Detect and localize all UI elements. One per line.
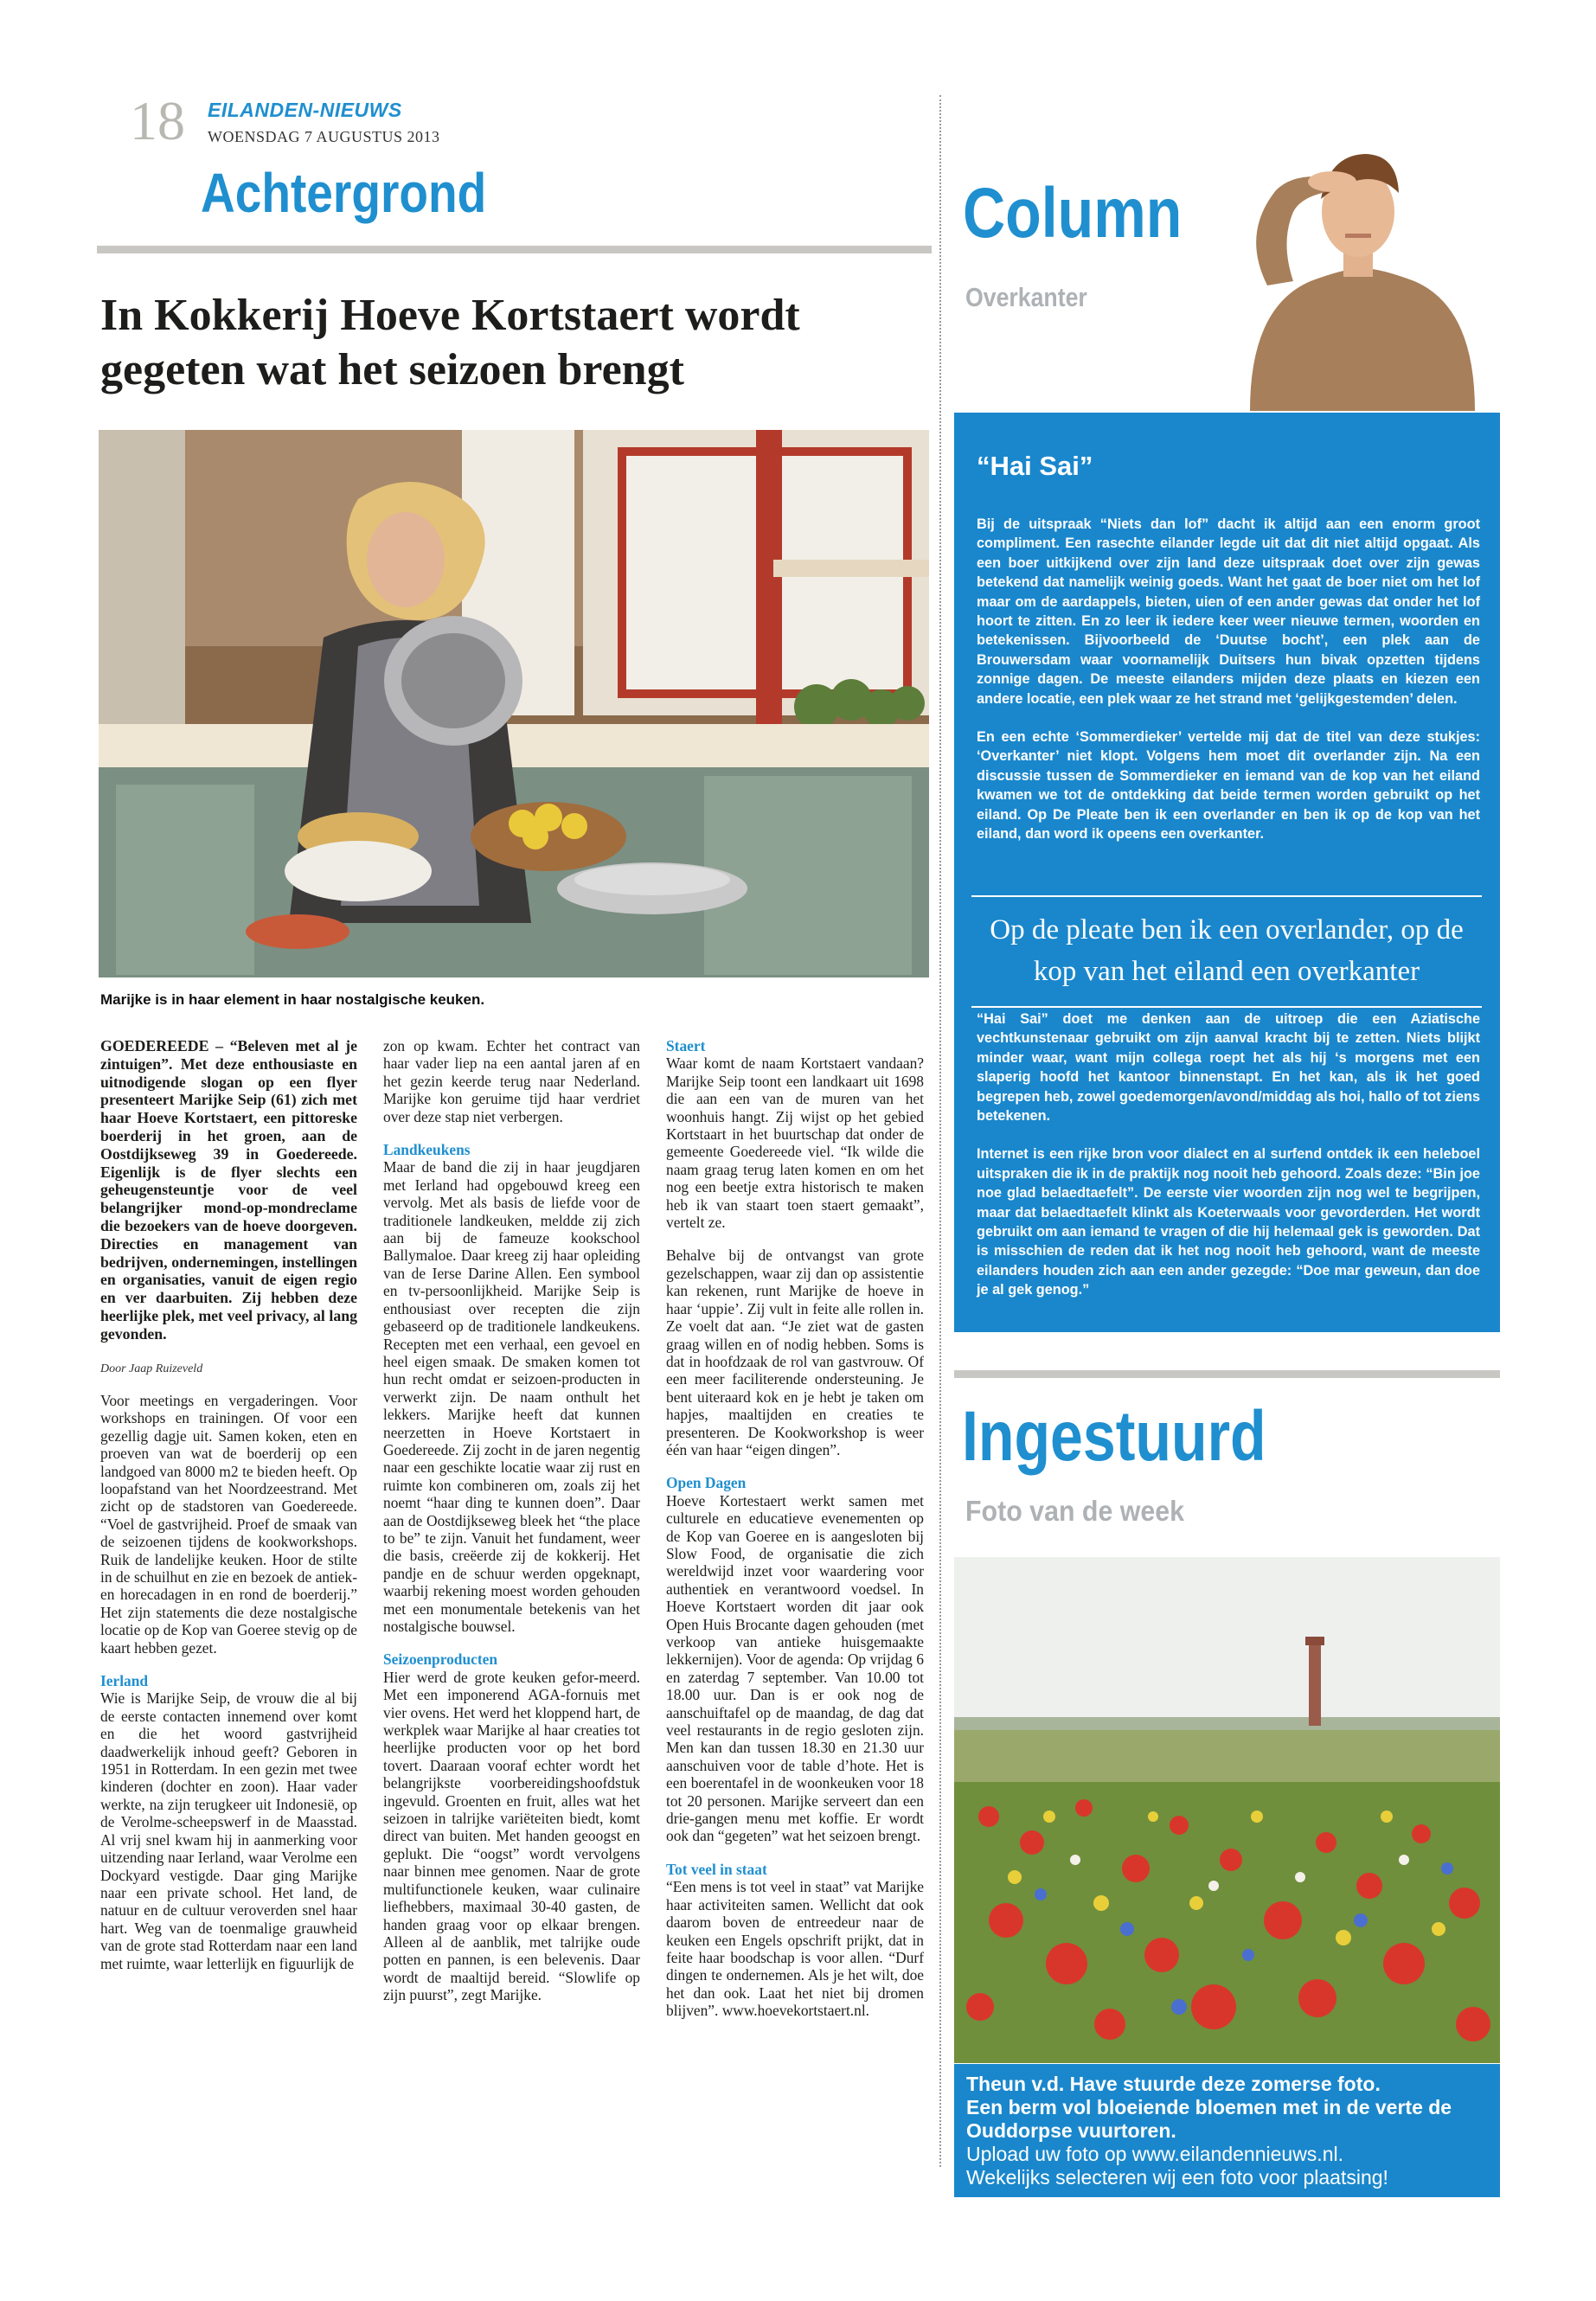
subheading-ierland: Ierland [100, 1672, 149, 1690]
page-number: 18 [130, 90, 185, 151]
article-paragraph: Wie is Marijke Seip, de vrouw die al bij de eerste contacten innemend over komt en die het woord gastvrijheid daadwerkelijk inhoud geeft? Geboren in 1951 in Rotterdam. In een gezin met twee kinderen (dochter en zoon). Haar vader werkte, na zijn terugkeer uit Indonesië, op de Verolme-scheepswerf in de Maasstad. Al vrij snel kwam hij in aanmerking voor uitzending naar Ierland, waar Verolme een Dockyard vestigde. Daar ging Marijke naar een private school. Het land, de natuur en de cultuur veroverden snel haar hart. Weg van de toenmalige grauwheid van de grote stad Rotterdam naar een land met ruimte, waar letterlijk en figuurlijk de [100, 1689, 357, 1972]
column-paragraph: Bij de uitspraak “Niets dan lof” dacht ik altijd aan een enorm groot compliment. Een rasechte eilander legde uit dat dit niet altijd opgaat. Als een boer uitkijkend over zijn land deze uitspraak doet over zijn gewas betekend dat namelijk weinig goeds. Want het gaat de boer niet om het lof maar om de aardappels, bieten, uien of een ander gewas dat onder het lof hoort te zitten. En zo leer ik iedere keer weer nieuwe termen, woorden en betekenissen. Bijvoorbeeld de ‘Duutse bocht’, een plek aan de Brouwersdam waar voornamelijk Duitsers hun bivak opzetten tijdens zonnige dagen. De meeste eilanders mijden deze plaats en kiezen een andere locatie, een plek waar ze het strand met ‘gelijkgestemden’ delen. [977, 516, 1480, 707]
selection-note: Wekelijks selecteren wij een foto voor plaatsing! [966, 2166, 1388, 2189]
section-rule [97, 246, 932, 253]
upload-instruction: Upload uw foto op www.eilandennieuws.nl. [966, 2143, 1343, 2165]
article-lead: GOEDEREEDE – “Beleven met al je zintuigen”. Met deze enthousiaste en uitnodigende slogan op een flyer presenteert Marijke Seip (61) zich met haar Hoeve Kortstaert, een pittoreske boerderij in het groen, aan de Oostdijkseweg 39 in Goedereede. Eigenlijk is de flyer slechts een geheugensteuntje voor de veel belangrijker mond-op-mondreclame die bezoekers van de hoeve doorgeven. Directies en management van bedrijven, ondernemingen, instellingen en organisaties, vanuit de eigen regio en ver daarbuiten. Zij hebben deze heerlijke plek, met veel privacy, al lang gevonden. [100, 1037, 357, 1343]
article-paragraph: Hier werd de grote keuken gefor-meerd. Met een imponerend AGA-fornuis met vier ovens. Het werd het kloppend hart, de werkplek waar Marijke al haar creaties tot heerlijke producten voor op het bord tovert. Daaraan vooraf echter wordt het belangrijkste voorbereidingshoofdstuk ingevuld. Groenten en fruit, alles wat het seizoen in talrijke variëteiten biedt, komt direct van buiten. Met handen geoogst en geplukt. Die “oogst” wordt vervolgens naar binnen mee genomen. Naar de grote multifunctionele keuken, waar culinaire liefhebbers, maximaal 30-40 gasten, de handen graag voor op elkaar brengen. Alleen al de aanblik, met talrijke oude potten en pannen, is een belevenis. Daar wordt de maaltijd bereid. “Slowlife op zijn puurst”, zegt Marijke. [383, 1668, 640, 2004]
article-paragraph: “Een mens is tot veel in staat” vat Marijke haar activiteiten samen. Wellicht dat ook daarom boven de entreedeur naar de keuken een Engels opschrift prijkt, dat in feite haar boodschap is voor allen. “Durf dingen te ondernemen. Als je het wilt, doe het dan ook. Laat het niet bij dromen blijven”. www.hoevekortstaert.nl. [666, 1878, 924, 2020]
article-paragraph: Maar de band die zij in haar jeugdjaren met Ierland had opgebouwd kreeg een vervolg. Met als basis de liefde voor de traditionele landkeuken, meldde zij zich aan bij de fameuze kookschool Ballymaloe. Daar kreeg zij haar opleiding van de Ierse Darine Allen. Een symbool en tv-persoonlijkheid. Marijke Seip is enthousiast over recepten die zijn gebaseerd op de traditionele landkeukens. Recepten met een verhaal, een gevoel en heel eigen smaak. De smaken komen tot hun recht omdat er seizoen-producten in verwerkt zijn. De naam onthult het lekkers. Marijke heeft dat kunnen neerzetten in Hoeve Kortstaert in Goedereede. Zij zocht in de jaren negentig naar een geschikte locatie waar zij rust en ruimte kon combineren om, zoals zij het noemt “haar ding te kunnen doen”. Daar aan de Oostdijkseweg bleek het “the place to be” te zijn. Vanuit het fundament, weer die basis, creëerde zij de kokkerij. Het pandje en de schuur werden opgeknapt, waarbij rekening moest worden gehouden met een monumentale betekenis van het nostalgische bouwsel. [383, 1158, 640, 1635]
column-paragraph: Internet is een rijke bron voor dialect en al surfend ontdek ik een heleboel uitspraken die ik in de praktijk nog nooit heb gehoord. Zoals deze: “Bin joe noe glad belaedtaefelt”. De eerste vier woorden zijn nog wel te begrijpen, maar dat belaedtaefelt klinkt als Koeterwaals voor gevorderden. Het wordt gebruikt om aan iemand te vragen of die hij helemaal gek is geworden. Dat is misschien de reden dat ik het nog nooit heb gehoord, want de meeste eilanders houden zich aan een ander gezegde: “Doe mar geweun, dan doe je al gek genog.” [977, 1146, 1480, 1298]
article-paragraph: Hoeve Kortestaert werkt samen met culturele en educatieve evenementen op de Kop van Goeree en is aangesloten bij Slow Food, de organisatie die zich wereldwijd inzet voor waardering voor authentiek en verantwoord voedsel. In Hoeve Kortstaert worden dit jaar ook Open Huis Brocante dagen gehouden (met verkoop van antieke huisgemaakte lekkernijen). Voor de agenda: Op vrijdag 6 en zaterdag 7 september. Van 10.00 tot 18.00 uur. Dan is er ook nog de aanschuiftafel op de maandag, de dag dat veel restaurants in de regio gesloten zijn. Men kan dan tussen 18.30 en 21.30 uur aanschuiven voor de table d’hote. Het is een boerentafel in de woonkeuken voor 18 tot 20 personen. Marijke serveert dan een drie-gangen menu met koffie. Er wordt ook dan “gegeten” wat het seizoen brengt. [666, 1491, 924, 1845]
photo-caption: Marijke is in haar element in haar nostalgische keuken. [100, 991, 485, 1008]
column-text-top [977, 515, 1480, 844]
section-title: Achtergrond [201, 162, 487, 224]
column-subtitle: Overkanter [965, 282, 1087, 312]
column-paragraph: En een echte ‘Sommerdieker’ vertelde mij dat de titel van deze stukjes: ‘Overkanter’ niet klopt. Volgens hem moet dit overlander zijn. Na een discussie tussen de Sommerdieker en iemand van de kop van het eiland kwamen we tot de ontdekking dat beide termen worden gebruikt op het eiland. Op De Pleate ben ik een overlander en ben ik op de kop van het eiland, dan word ik opeens een overkanter. [977, 729, 1480, 843]
kitchen-photo [99, 430, 929, 977]
caption-line: Ouddorpse vuurtoren. [966, 2119, 1176, 2142]
column-quote-title: “Hai Sai” [977, 451, 1093, 481]
subheading-seizoenproducten: Seizoenproducten [383, 1650, 498, 1669]
article-paragraph: zon op kwam. Echter het contract van haar vader liep na een aantal jaren af en het gezin keerde terug naar Nederland. Marijke kon geruime tijd haar verdriet over deze stap niet verbergen. [383, 1037, 640, 1125]
article-column-3 [666, 1037, 924, 2020]
columnist-illustration [1215, 121, 1501, 411]
columnist-portrait [1215, 121, 1501, 411]
article-paragraph: Behalve bij de ontvangst van grote gezelschappen, waar zij dan op assistentie kan rekenen, runt Marijke de hoeve in haar ‘uppie’. Zij vult in feite alle rollen in. Ze voelt dat aan. “Je ziet wat de gasten graag willen en of nodig hebben. Soms is dat in hoofdzaak de rol van gastvrouw. Of een meer faciliterende ondersteuning. Je bent uiteraard kok en je hebt je taken om hapjes, maaltijden en creaties te presenteren. De Kookworkshop is weer één van haar “eigen dingen”. [666, 1247, 924, 1458]
newspaper-name: EILANDEN-NIEUWS [208, 99, 402, 121]
issue-date: WOENSDAG 7 AUGUSTUS 2013 [208, 128, 440, 145]
subheading-tot-veel-in-staat: Tot veel in staat [666, 1860, 767, 1878]
subheading-landkeukens: Landkeukens [383, 1141, 471, 1159]
column-pull-quote: Op de pleate ben ik een overlander, op de kop van het eiland een overkanter [971, 895, 1482, 1008]
article-headline: In Kokkerij Hoeve Kortstaert wordt gegeten wat het seizoen brengt [100, 291, 800, 394]
caption-line: Theun v.d. Have stuurde deze zomerse foto. [966, 2073, 1381, 2095]
ingestuurd-rule [954, 1370, 1500, 1378]
ingestuurd-title: Ingestuurd [962, 1397, 1266, 1476]
article-column-2 [383, 1037, 640, 2004]
article-column-1 [100, 1037, 357, 1972]
column-paragraph: “Hai Sai” doet me denken aan de uitroep die een Aziatische vechtkunstenaar gebruikt om zijn aanval kracht bij te zetten. Niets blijkt minder waar, want mijn collega roept het als hij ‘s morgens met een slaperig hoofd het kantoor binnenstapt. En het kan, als ik het goed begrepen heb, zowel goedemorgen/avond/middag als hoi, hallo of tot ziens betekenen. [977, 1011, 1480, 1125]
photo-of-week-caption [954, 2064, 1500, 2197]
ingestuurd-subtitle: Foto van de week [965, 1495, 1185, 1527]
column-divider [939, 95, 941, 2167]
column-box [954, 413, 1500, 1332]
flower-photo [954, 1557, 1500, 2063]
flower-field-illustration [954, 1557, 1500, 2063]
column-title: Column [963, 174, 1183, 253]
byline: Door Jaap Ruizeveld [100, 1362, 203, 1375]
subheading-open-dagen: Open Dagen [666, 1474, 747, 1492]
kitchen-photo-illustration [99, 430, 929, 977]
subheading-staert: Staert [666, 1037, 706, 1054]
column-text-bottom [977, 1009, 1480, 1300]
article-paragraph: Voor meetings en vergaderingen. Voor workshops en trainingen. Of voor een gezellig dagje uit. Samen koken, eten en proeven van wat de boerderij op een landgoed van 8000 m2 te bieden heeft. Op loopafstand van het Noordzeestrand. Met zicht op de stadstoren van Goedereede. “Voel de gastvrijheid. Proef de smaak van de seizoenen tijdens de kookworkshops. Ruik de landelijke keuken. Hoor de stilte in de schuilhut en zie en bezoek de antiek- en horecadagen in en rond de boerderij.” Het zijn statements die deze nostalgische locatie op de Kop van Goeree stevig op de kaart hebben gezet. [100, 1391, 357, 1657]
article-paragraph: Waar komt de naam Kortstaert vandaan? Marijke Seip toont een landkaart uit 1698 die aan een van de muren van het woonhuis hangt. Zij wijst op het gebied Kortstaart in het buurtschap dat onder de gemeente Goedereede viel. “Ik wilde die naam graag terug laten komen en om het nog een beetje extra historisch te maken heb ik van staart toen staert gemaakt”, vertelt ze. [666, 1054, 924, 1232]
caption-line: Een berm vol bloeiende bloemen met in de verte de [966, 2096, 1452, 2118]
